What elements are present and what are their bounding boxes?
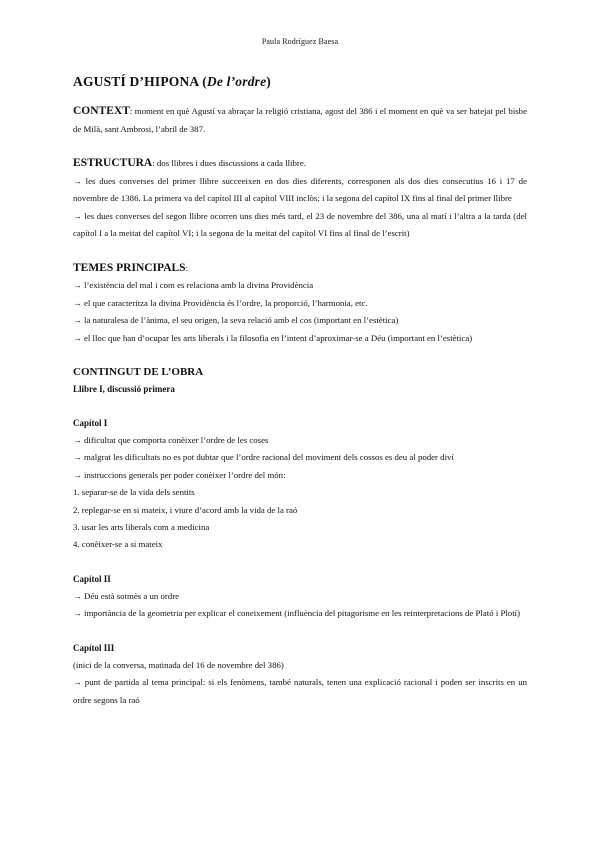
title-open: ( <box>198 74 207 89</box>
chapter-3-title: Capítol III <box>73 642 115 653</box>
chapter-1-item-5: 2. replegar-se en si mateix, i viure d’acord amb la vida de la raó <box>73 504 298 515</box>
context-text: : moment en què Agustí va abraçar la religió cristiana, agost del 386 i el moment en què va ser batejat pel bisbe de Milà, sant Ambrosi, l’abril de 387. <box>73 106 527 134</box>
theme-item-2: → el que caracteritza la divina Providència és l’ordre, la proporció, l’harmonia, etc. <box>73 297 368 308</box>
chapter-1-item-2: → malgrat les dificultats no es pot dubtar que l’ordre racional del moviment dels cossos es deu al poder diví <box>73 452 454 463</box>
chapter-1-item-7: 4. conèixer-se a si mateix <box>73 539 163 550</box>
structure-text: : dos llibres i dues discussions a cada llibre. <box>152 158 306 168</box>
chapter-2-item-1: → Déu està sotmès a un ordre <box>73 590 180 601</box>
structure-label: ESTRUCTURA <box>73 157 153 169</box>
title-subtitle: De l’ordre <box>206 74 267 89</box>
title-close: ) <box>266 74 271 89</box>
context-label: CONTEXT <box>73 105 130 117</box>
document-title <box>73 72 527 92</box>
content-heading: CONTINGUT DE L’OBRA <box>73 366 204 378</box>
chapter-3-item-2: → punt de partida al tema principal: si els fenòmens, també naturals, tenen una explicació racional i poden ser inscrits en un ordre segons la raó <box>73 677 527 705</box>
structure-item-2: → les dues converses del segon llibre ocorren uns dies més tard, el 23 de novembre del 386, una al matí i l’altra a la tarda (del capítol I a la meitat del capítol VI; i la segona de la meitat del capítol VI fins al final de l’escrit) <box>73 210 527 238</box>
book-heading: Llibre I, discussió primera <box>73 384 175 394</box>
document-body <box>73 72 527 709</box>
themes-label: TEMES PRINCIPALS <box>73 261 186 274</box>
structure-item-1: → les dues converses del primer llibre succeeixen en dos dies diferents, corresponen als dos dies consecutius 16 i 17 de novembre de 1386. La primera va del capítol III al capítol VIII inclòs; i la segona del capítol IX fins al final del primer llibre <box>73 175 527 203</box>
themes-colon: : <box>185 262 189 273</box>
chapter-2-title: Capítol II <box>73 573 111 584</box>
chapter-1-item-6: 3. usar les arts liberals com a medicina <box>73 522 210 533</box>
theme-item-3: → la naturalesa de l’ànima, el seu origen, la seva relació amb el cos (important en l’estètica) <box>73 315 399 325</box>
structure-paragraph <box>73 155 527 173</box>
chapter-1-item-1: → dificultat que comporta conèixer l’ordre de les coses <box>73 435 269 445</box>
chapter-2-item-2: → importància de la geometria per explicar el coneixement (influència del pitagorisme en les reinterpretacions de Plató i Plotí) <box>73 608 521 619</box>
theme-item-1: → l’existència del mal i com es relaciona amb la divina Providència <box>73 280 314 290</box>
title-main: AGUSTÍ D’HIPONA <box>73 74 199 89</box>
chapter-1-item-3: → instruccions generals per poder conèixer l’ordre del món: <box>73 469 286 480</box>
chapter-1-title: Capítol I <box>73 418 108 428</box>
chapter-3-item-1: (inici de la conversa, matinada del 16 de novembre del 386) <box>73 659 284 670</box>
theme-item-4: → el lloc que han d’ocupar les arts liberals i la filosofia en l’intent d’aproximar-se a Déu (important en l’estètica) <box>73 332 473 343</box>
chapter-1-item-4: 1. separar-se de la vida dels sentits <box>73 487 195 498</box>
themes-heading <box>73 260 527 278</box>
page-header: Paula Rodríguez Baesa <box>261 37 339 46</box>
context-paragraph <box>73 103 527 138</box>
